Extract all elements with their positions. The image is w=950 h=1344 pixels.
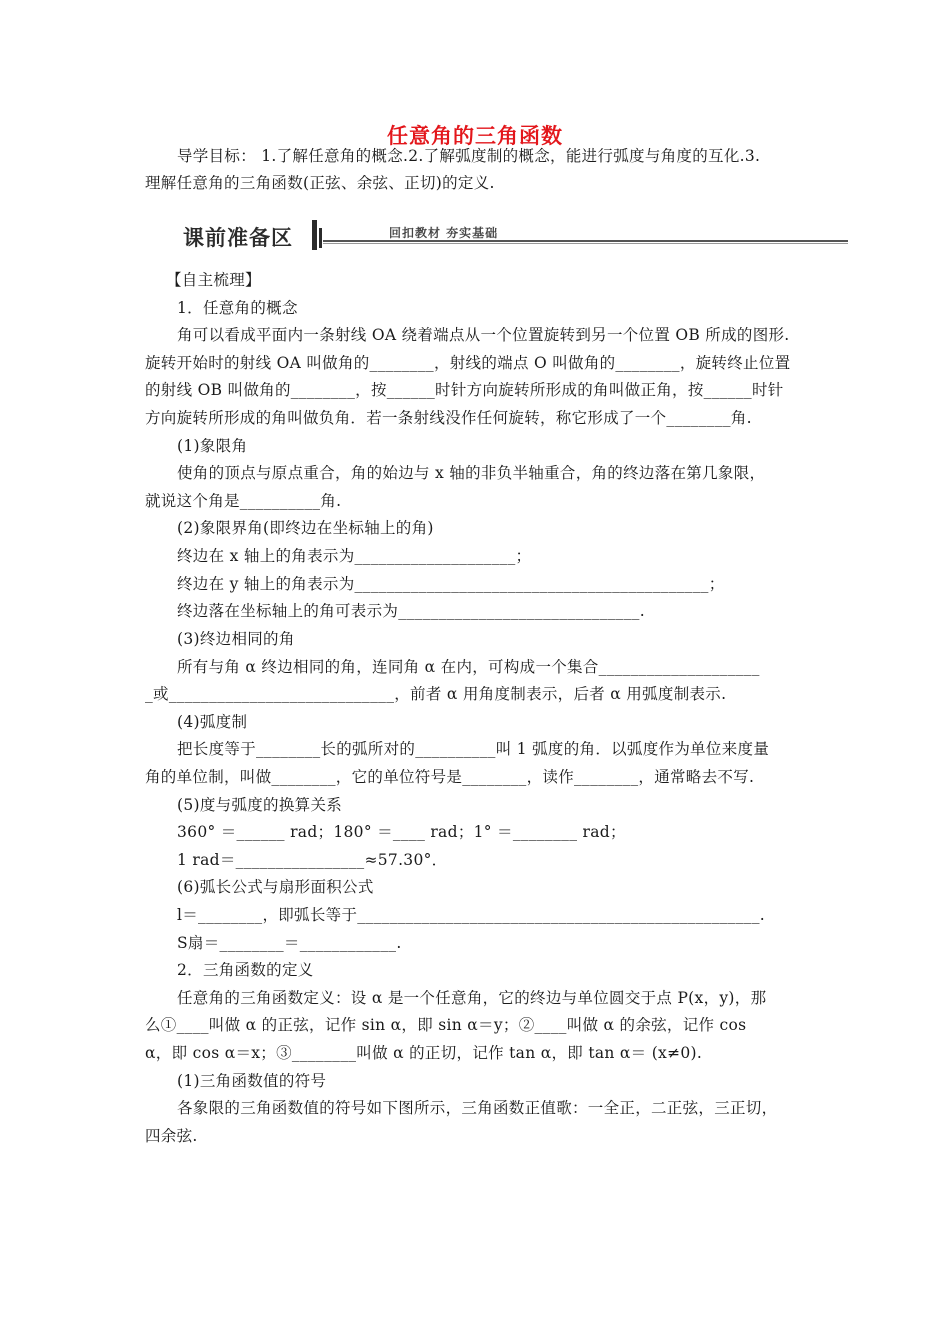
text-line: 终边落在坐标轴上的角可表示为______________________________. xyxy=(177,602,645,620)
text-line: 360° ＝______ rad；180° ＝____ rad；1° ＝________ rad； xyxy=(177,823,626,841)
text-line: 终边在 y 轴上的角表示为____________________________________________； xyxy=(177,575,725,593)
text-line: 么①____叫做 α 的正弦，记作 sin α，即 sin α＝y；②____叫做 α 的余弦，记作 cos xyxy=(145,1016,747,1034)
subsection-heading: 1．任意角的概念 xyxy=(177,299,298,317)
item-heading: (1)象限角 xyxy=(177,437,248,455)
subsection-heading: 2．三角函数的定义 xyxy=(177,961,314,979)
banner-subtitle: 回扣教材 夯实基础 xyxy=(389,226,499,240)
goal-line-2: 理解任意角的三角函数(正弦、余弦、正切)的定义. xyxy=(145,174,495,192)
item-heading: (2)象限界角(即终边在坐标轴上的角) xyxy=(177,519,434,537)
text-line: 任意角的三角函数定义：设 α 是一个任意角，它的终边与单位圆交于点 P(x，y)，那 xyxy=(177,989,767,1007)
goal-line-1: 导学目标： 1.了解任意角的概念.2.了解弧度制的概念，能进行弧度与角度的互化.3. xyxy=(177,147,761,165)
text-line: α，即 cos α＝x；③________叫做 α 的正切，记作 tan α，即 tan α＝ (x≠0). xyxy=(145,1044,703,1062)
text-line: 的射线 OB 叫做角的________，按______时针方向旋转所形成的角叫做正角，按______时针 xyxy=(145,381,784,399)
text-line: 把长度等于________长的弧所对的__________叫 1 弧度的角．以弧度作为单位来度量 xyxy=(177,740,770,758)
text-line: 角的单位制，叫做________，它的单位符号是________，读作________，通常略去不写. xyxy=(145,768,755,786)
item-heading: (3)终边相同的角 xyxy=(177,630,295,648)
text-line: 角可以看成平面内一条射线 OA 绕着端点从一个位置旋转到另一个位置 OB 所成的图形. xyxy=(177,326,790,344)
item-heading: (6)弧长公式与扇形面积公式 xyxy=(177,878,374,896)
text-line: 就说这个角是__________角. xyxy=(145,492,342,510)
text-line: _或____________________________，前者 α 用角度制表示，后者 α 用弧度制表示. xyxy=(145,685,727,703)
item-heading: (5)度与弧度的换算关系 xyxy=(177,796,343,814)
page-title: 任意角的三角函数 xyxy=(387,124,563,148)
text-line: 所有与角 α 终边相同的角，连同角 α 在内，可构成一个集合____________________ xyxy=(177,658,760,676)
item-heading: (1)三角函数值的符号 xyxy=(177,1072,327,1090)
text-line: 1 rad＝________________≈57.30°． xyxy=(177,851,448,869)
banner-rule-thin xyxy=(323,243,848,244)
section-banner xyxy=(173,218,853,258)
text-line: 方向旋转所形成的角叫做负角．若一条射线没作任何旋转，称它形成了一个________角. xyxy=(145,409,752,427)
text-line: 各象限的三角函数值的符号如下图所示，三角函数正值歌：一全正，二正弦，三正切， xyxy=(177,1099,778,1117)
banner-title: 课前准备区 xyxy=(183,226,293,250)
section-heading: 【自主梳理】 xyxy=(166,271,261,289)
banner-bar-thick xyxy=(312,220,317,250)
text-line: l＝________，即弧长等于__________________________________________________. xyxy=(177,906,765,924)
item-heading: (4)弧度制 xyxy=(177,713,248,731)
text-line: 旋转开始时的射线 OA 叫做角的________，射线的端点 O 叫做角的________，旋转终止位置 xyxy=(145,354,791,372)
banner-bar-thin xyxy=(319,228,322,248)
text-line: 四余弦. xyxy=(145,1127,198,1145)
text-line: 终边在 x 轴上的角表示为____________________； xyxy=(177,547,532,565)
text-line: 使角的顶点与原点重合，角的始边与 x 轴的非负半轴重合，角的终边落在第几象限， xyxy=(177,464,766,482)
text-line: S扇＝________＝____________. xyxy=(177,934,402,952)
